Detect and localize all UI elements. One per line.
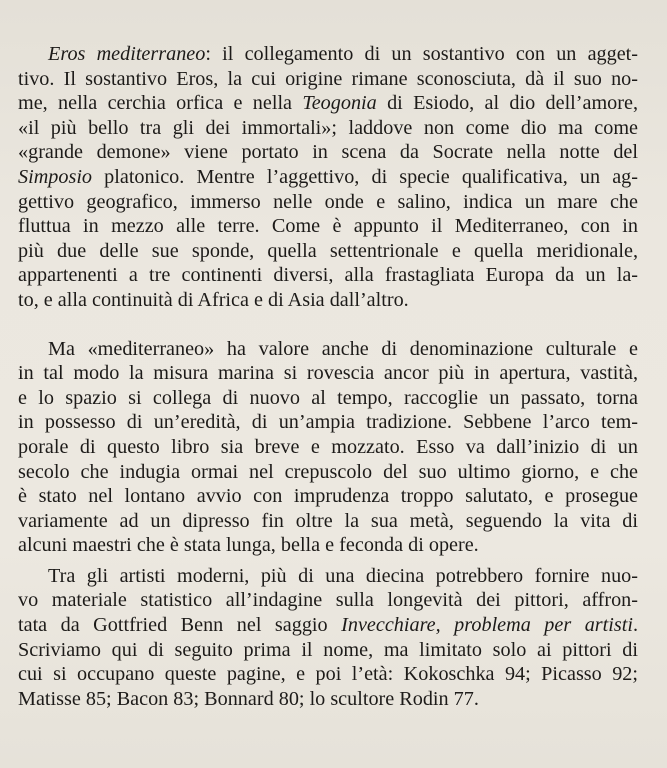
paragraph-spacer (18, 313, 638, 337)
text-line: alcuni maestri che è stata lunga, bella e feconda di opere. (18, 534, 479, 557)
show-through-text (40, 0, 667, 14)
paragraph-3 (18, 564, 638, 712)
text-line: variamente ad un dipresso fin oltre la sua metà, seguendo la vita di (18, 509, 638, 532)
body-text (18, 42, 638, 711)
text-line: porale di questo libro sia breve e mozzato. Esso va dall’inizio di un (18, 435, 638, 458)
text-line: tivo. Il sostantivo Eros, la cui origine rimane sconosciuta, dà il suo no- (18, 67, 638, 90)
text-line: tata da Gottfried Benn nel saggio Invecchiare, problema per artisti. (18, 614, 638, 637)
text-line: e lo spazio si collega di nuovo al tempo, raccoglie un passato, torna (18, 386, 638, 409)
text-line: è stato nel lontano avvio con imprudenza troppo salutato, e prosegue (18, 485, 638, 508)
italic-title: Invecchiare, problema per artisti (341, 614, 633, 637)
paragraph-2 (18, 337, 638, 558)
text-line: Tra gli artisti moderni, più di una diecina potrebbero fornire nuo- (48, 564, 638, 587)
text-line: più due delle sue sponde, quella settentrionale e quella meridionale, (18, 239, 638, 262)
text-line: cui si occupano queste pagine, e poi l’età: Kokoschka 94; Picasso 92; (18, 663, 638, 686)
italic-title: Simposio (18, 165, 93, 188)
text-line: Eros mediterraneo: il collegamento di un sostantivo con un agget- (48, 43, 639, 65)
text-line: vo materiale statistico all’indagine sulla longevità dei pittori, affron- (18, 589, 638, 612)
italic-phrase: Eros mediterraneo (48, 43, 206, 65)
text-line: «il più bello tra gli dei immortali»; laddove non come dio ma come (18, 116, 638, 139)
text-line: to, e alla continuità di Africa e di Asia dall’altro. (18, 288, 409, 311)
text-line: Simposio platonico. Mentre l’aggettivo, di specie qualificativa, un ag- (18, 165, 638, 188)
text-line: me, nella cerchia orfica e nella Teogonia di Esiodo, al dio dell’amore, (18, 92, 638, 115)
text-line: in tal modo la misura marina si rovescia ancor più in apertura, vastità, (18, 362, 638, 385)
text-line: Ma «mediterraneo» ha valore anche di denominazione culturale e (48, 337, 638, 360)
text-line: gettivo geografico, immerso nelle onde e salino, indica un mare che (18, 190, 638, 213)
text-line: «grande demone» viene portato in scena da Socrate nella notte del (18, 141, 638, 164)
text-line: Scriviamo qui di seguito prima il nome, ma limitato solo ai pittori di (18, 638, 638, 661)
italic-title: Teogonia (302, 92, 377, 115)
text-line: in possesso di un’eredità, di un’ampia tradizione. Sebbene l’arco tem- (18, 411, 638, 434)
text-line: appartenenti a tre continenti diversi, alla frastagliata Europa da un la- (18, 264, 638, 287)
text-line: fluttua in mezzo alle terre. Come è appunto il Mediterraneo, con in (18, 215, 638, 238)
paragraph-1 (18, 42, 638, 313)
text-line: secolo che indugia ormai nel crepuscolo del suo ultimo giorno, e che (18, 460, 638, 483)
text-line: Matisse 85; Bacon 83; Bonnard 80; lo scultore Rodin 77. (18, 687, 479, 710)
